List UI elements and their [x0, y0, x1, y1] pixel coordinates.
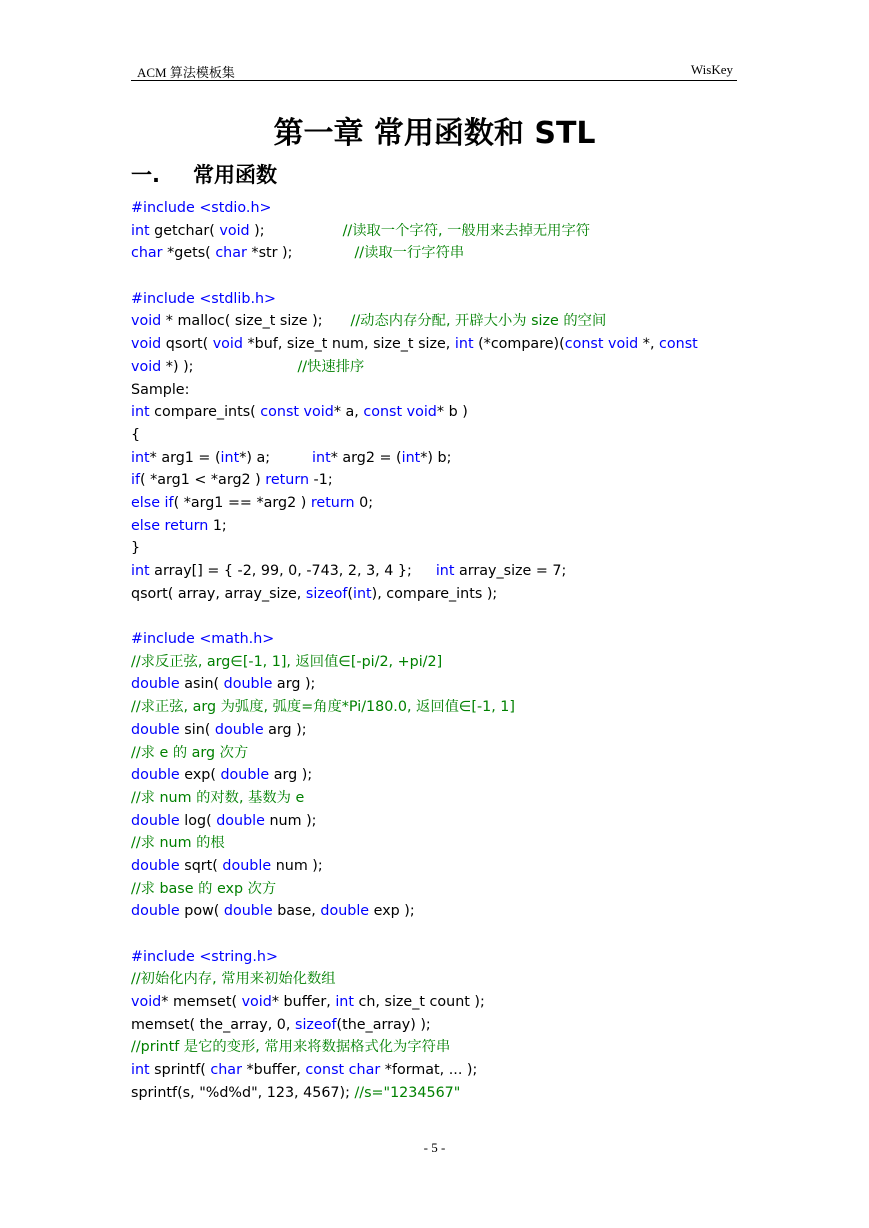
keyword: double: [131, 857, 180, 874]
code-text: log(: [179, 812, 217, 829]
code-line: [131, 900, 741, 923]
code-text: compare_ints(: [149, 404, 261, 421]
keyword: void: [219, 222, 250, 239]
keyword: return: [310, 494, 355, 511]
code-text: arg );: [263, 721, 307, 738]
section-title: 常用函数: [193, 163, 277, 187]
code-text: );: [249, 222, 265, 239]
keyword: sizeof: [305, 585, 348, 602]
code-text: * arg2 = (: [330, 449, 402, 466]
code-text: base,: [272, 903, 321, 920]
keyword: void: [131, 313, 162, 330]
code-line: [131, 424, 741, 447]
code-line: [131, 220, 741, 243]
keyword: int: [312, 449, 331, 466]
code-comment: //动态内存分配, 开辟大小为 size 的空间: [350, 313, 607, 330]
keyword: if: [131, 472, 141, 489]
code-text: (*compare)(: [473, 336, 565, 353]
code-line: [131, 696, 741, 719]
code-line: [131, 946, 741, 969]
code-line: [131, 447, 741, 470]
code-listing: [131, 197, 741, 1105]
code-line: [131, 583, 741, 606]
code-line: [131, 1014, 741, 1037]
code-text: 1;: [208, 517, 227, 534]
code-line: [131, 832, 741, 855]
code-line: [131, 764, 741, 787]
keyword: double: [223, 676, 273, 693]
code-text: sqrt(: [179, 857, 223, 874]
code-text: qsort( array, array_size,: [131, 585, 306, 602]
keyword: int: [131, 404, 150, 421]
code-comment: //读取一个字符, 一般用来去掉无用字符: [342, 222, 591, 239]
code-text: (the_array) );: [336, 1016, 431, 1033]
keyword: char: [210, 1062, 242, 1079]
code-line: [131, 401, 741, 424]
keyword: int: [435, 563, 455, 579]
keyword: int: [401, 449, 421, 466]
code-text: pow(: [179, 903, 224, 920]
code-text: arg );: [269, 767, 313, 784]
code-text: qsort(: [161, 336, 213, 353]
keyword: char: [131, 245, 163, 262]
code-text: * buffer,: [271, 994, 336, 1011]
keyword: double: [216, 812, 265, 829]
code-text: {: [131, 426, 141, 443]
code-line: [131, 288, 741, 311]
code-text: ch, size_t count );: [353, 994, 485, 1011]
code-text: exp(: [179, 767, 221, 784]
code-line: [131, 991, 741, 1014]
code-text: ( *arg1 < *arg2 ): [140, 472, 266, 489]
code-text: -1;: [309, 472, 333, 489]
keyword: int: [131, 449, 150, 466]
section-number: 一.: [131, 163, 160, 187]
code-text: *buf, size_t num, size_t size,: [242, 336, 455, 353]
code-text: * arg1 = (: [149, 449, 221, 466]
code-text: array_size = 7;: [454, 563, 567, 579]
code-text: sprintf(s, "%d%d", 123, 4567);: [131, 1084, 355, 1101]
code-text: Sample:: [131, 381, 190, 398]
keyword: const void: [564, 336, 639, 353]
code-line: [131, 651, 741, 674]
code-text: exp );: [369, 903, 415, 920]
code-text: *) );: [161, 358, 194, 375]
code-text: (: [347, 585, 353, 602]
keyword: double: [131, 676, 180, 693]
code-comment: //求 num 的根: [131, 835, 225, 852]
keyword: double: [131, 903, 180, 920]
include-directive: #include <math.h>: [131, 631, 275, 648]
code-comment: //求 e 的 arg 次方: [131, 744, 249, 761]
code-comment: //s="1234567": [354, 1084, 461, 1101]
keyword: double: [214, 721, 264, 738]
code-text: ), compare_ints );: [371, 585, 498, 602]
code-line: [131, 1082, 741, 1105]
keyword: int: [335, 994, 354, 1011]
code-text: }: [131, 540, 141, 557]
chapter-title: 第一章 常用函数和 STL: [273, 116, 596, 151]
keyword: double: [131, 767, 180, 784]
code-line: [131, 719, 741, 742]
code-text: *) a;: [239, 449, 271, 466]
include-directive: #include <stdlib.h>: [131, 290, 277, 307]
code-text: arg );: [272, 676, 316, 693]
code-text: array[] = { -2, 99, 0, -743, 2, 3, 4 };: [149, 563, 412, 579]
code-text: * memset(: [161, 994, 242, 1011]
code-text: *,: [638, 336, 660, 353]
code-comment: //读取一行字符串: [354, 245, 465, 262]
keyword: void: [131, 994, 162, 1011]
code-line: [131, 379, 741, 402]
keyword: void: [212, 336, 243, 353]
section-heading: [131, 159, 277, 189]
code-line: [131, 469, 741, 492]
keyword: char: [215, 245, 247, 262]
keyword: void: [241, 994, 272, 1011]
code-line: [131, 855, 741, 878]
code-line: [131, 197, 741, 220]
keyword: const void: [363, 404, 437, 421]
code-line: [131, 878, 741, 901]
keyword: return: [265, 472, 310, 489]
include-directive: #include <string.h>: [131, 948, 278, 965]
keyword: double: [222, 857, 272, 874]
header-book-title: ACM 算法模板集: [137, 65, 235, 80]
keyword: else return: [131, 517, 209, 534]
code-text: *) b;: [420, 449, 452, 466]
code-line: [131, 492, 741, 515]
code-text: *buffer,: [241, 1062, 306, 1079]
keyword: int: [131, 1062, 150, 1079]
code-comment: //求 num 的对数, 基数为 e: [131, 789, 305, 806]
keyword: sizeof: [295, 1016, 337, 1033]
keyword: const: [659, 336, 698, 353]
keyword: else if: [131, 494, 174, 511]
code-text: memset( the_array, 0,: [131, 1016, 295, 1033]
keyword: double: [320, 903, 370, 920]
code-line: [131, 515, 741, 538]
code-text: *gets(: [162, 245, 216, 262]
code-line: [131, 787, 741, 810]
code-line: [131, 333, 741, 356]
code-line: [131, 673, 741, 696]
include-directive: #include <stdio.h>: [131, 200, 272, 216]
code-text: sin(: [179, 721, 215, 738]
code-line: [131, 1036, 741, 1059]
code-text: * a,: [333, 404, 364, 421]
keyword: double: [131, 812, 180, 829]
keyword: int: [220, 449, 240, 466]
page-number: - 5 -: [423, 1140, 446, 1155]
code-line: [131, 356, 741, 379]
keyword: void: [131, 336, 162, 353]
code-line: [131, 310, 741, 333]
code-line: [131, 628, 741, 651]
code-text: getchar(: [149, 222, 220, 239]
code-line: [131, 1059, 741, 1082]
keyword: double: [220, 767, 270, 784]
code-comment: //求反正弦, arg∈[-1, 1], 返回值∈[-pi/2, +pi/2]: [131, 653, 443, 670]
keyword: const void: [260, 404, 334, 421]
code-text: sprintf(: [149, 1062, 211, 1079]
code-text: * b ): [436, 404, 468, 421]
keyword: int: [454, 336, 474, 353]
code-text: ( *arg1 == *arg2 ): [173, 494, 311, 511]
code-comment: //求 base 的 exp 次方: [131, 880, 277, 897]
code-comment: //printf 是它的变形, 常用来将数据格式化为字符串: [131, 1039, 451, 1056]
keyword: int: [131, 563, 150, 579]
code-comment: //快速排序: [297, 358, 365, 375]
code-line: [131, 742, 741, 765]
page-header: [131, 62, 737, 81]
code-text: * malloc( size_t size );: [161, 313, 323, 330]
keyword: void: [131, 358, 162, 375]
keyword: const char: [305, 1062, 381, 1079]
header-author: WisKey: [690, 62, 733, 77]
code-text: num );: [271, 857, 323, 874]
keyword: double: [223, 903, 273, 920]
code-line: [131, 810, 741, 833]
code-text: 0;: [354, 494, 374, 511]
code-line: [131, 560, 741, 583]
code-text: num );: [264, 812, 317, 829]
code-text: *format, ... );: [380, 1062, 478, 1079]
code-text: *str );: [246, 245, 293, 262]
code-line: [131, 968, 741, 991]
code-comment: //求正弦, arg 为弧度, 弧度=角度*Pi/180.0, 返回值∈[-1, 1]: [131, 699, 515, 716]
code-text: asin(: [179, 676, 224, 693]
keyword: int: [131, 222, 150, 239]
keyword: double: [131, 721, 180, 738]
code-line: [131, 242, 741, 265]
code-line: [131, 537, 741, 560]
code-comment: //初始化内存, 常用来初始化数组: [131, 971, 336, 988]
keyword: int: [353, 585, 372, 602]
